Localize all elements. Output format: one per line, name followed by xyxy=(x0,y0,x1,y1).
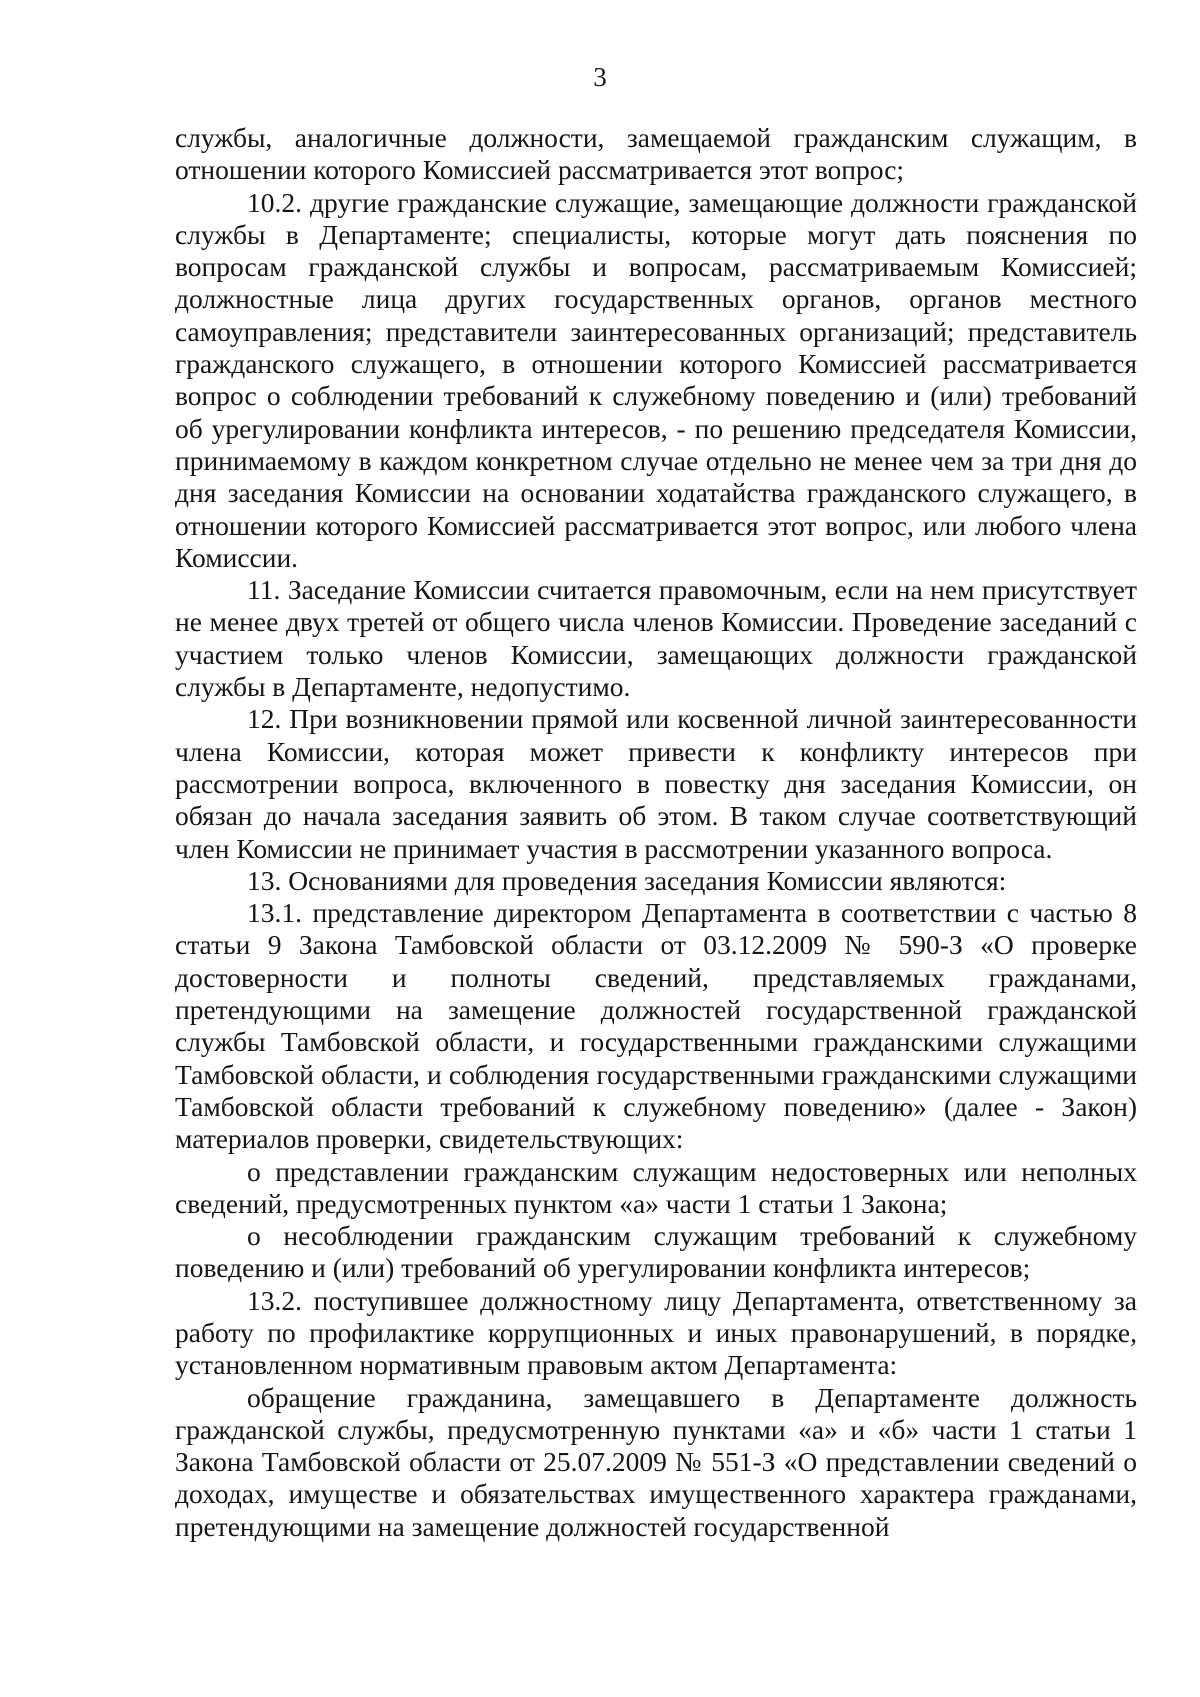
paragraph-continuation: службы, аналогичные должности, замещаемой гражданским служащим, в отношении которого Комиссией рассматривается этот вопрос; xyxy=(175,122,1137,186)
document-body xyxy=(175,122,1137,1543)
paragraph-13-2-item-1: обращение гражданина, замещавшего в Департаменте должность гражданской службы, предусмотренную пунктами «а» и «б» части 1 статьи 1 Закона Тамбовской области от 25.07.2009 № 551-З «О представлении сведений о доходах, имуществе и обязательствах имущественного характера гражданами, претендующими на замещение должностей государственной xyxy=(175,1381,1137,1542)
paragraph-11: 11. Заседание Комиссии считается правомочным, если на нем присутствует не менее двух третей от общего числа членов Комиссии. Проведение заседаний с участием только членов Комиссии, замещающих должности гражданской службы в Департаменте, недопустимо. xyxy=(175,574,1137,703)
paragraph-13-1-item-2: о несоблюдении гражданским служащим требований к служебному поведению и (или) требований об урегулировании конфликта интересов; xyxy=(175,1220,1137,1284)
paragraph-12: 12. При возникновении прямой или косвенной личной заинтересованности члена Комиссии, которая может привести к конфликту интересов при рассмотрении вопроса, включенного в повестку дня заседания Комиссии, он обязан до начала заседания заявить об этом. В таком случае соответствующий член Комиссии не принимает участия в рассмотрении указанного вопроса. xyxy=(175,703,1137,864)
paragraph-13-1: 13.1. представление директором Департамента в соответствии с частью 8 статьи 9 Закона Тамбовской области от 03.12.2009 № 590-З «О проверке достоверности и полноты сведений, представляемых гражданами, претендующими на замещение должностей государственной гражданской службы Тамбовской области, и государственными гражданскими служащими Тамбовской области, и соблюдения государственными гражданскими служащими Тамбовской области требований к служебному поведению» (далее - Закон) материалов проверки, свидетельствующих: xyxy=(175,897,1137,1155)
paragraph-13-2: 13.2. поступившее должностному лицу Департамента, ответственному за работу по профилактике коррупционных и иных правонарушений, в порядке, установленном нормативным правовым актом Департамента: xyxy=(175,1284,1137,1381)
paragraph-10-2: 10.2. другие гражданские служащие, замещающие должности гражданской службы в Департаменте; специалисты, которые могут дать пояснения по вопросам гражданской службы и вопросам, рассматриваемым Комиссией; должностные лица других государственных органов, органов местного самоуправления; представители заинтересованных организаций; представитель гражданского служащего, в отношении которого Комиссией рассматривается вопрос о соблюдении требований к служебному поведению и (или) требований об урегулировании конфликта интересов, - по решению председателя Комиссии, принимаемому в каждом конкретном случае отдельно не менее чем за три дня до дня заседания Комиссии на основании ходатайства гражданского служащего, в отношении которого Комиссией рассматривается этот вопрос, или любого члена Комиссии. xyxy=(175,186,1137,573)
page-number: 3 xyxy=(593,62,607,92)
paragraph-13-1-item-1: о представлении гражданским служащим недостоверных или неполных сведений, предусмотренных пунктом «а» части 1 статьи 1 Закона; xyxy=(175,1155,1137,1219)
paragraph-13: 13. Основаниями для проведения заседания Комиссии являются: xyxy=(247,864,1007,896)
